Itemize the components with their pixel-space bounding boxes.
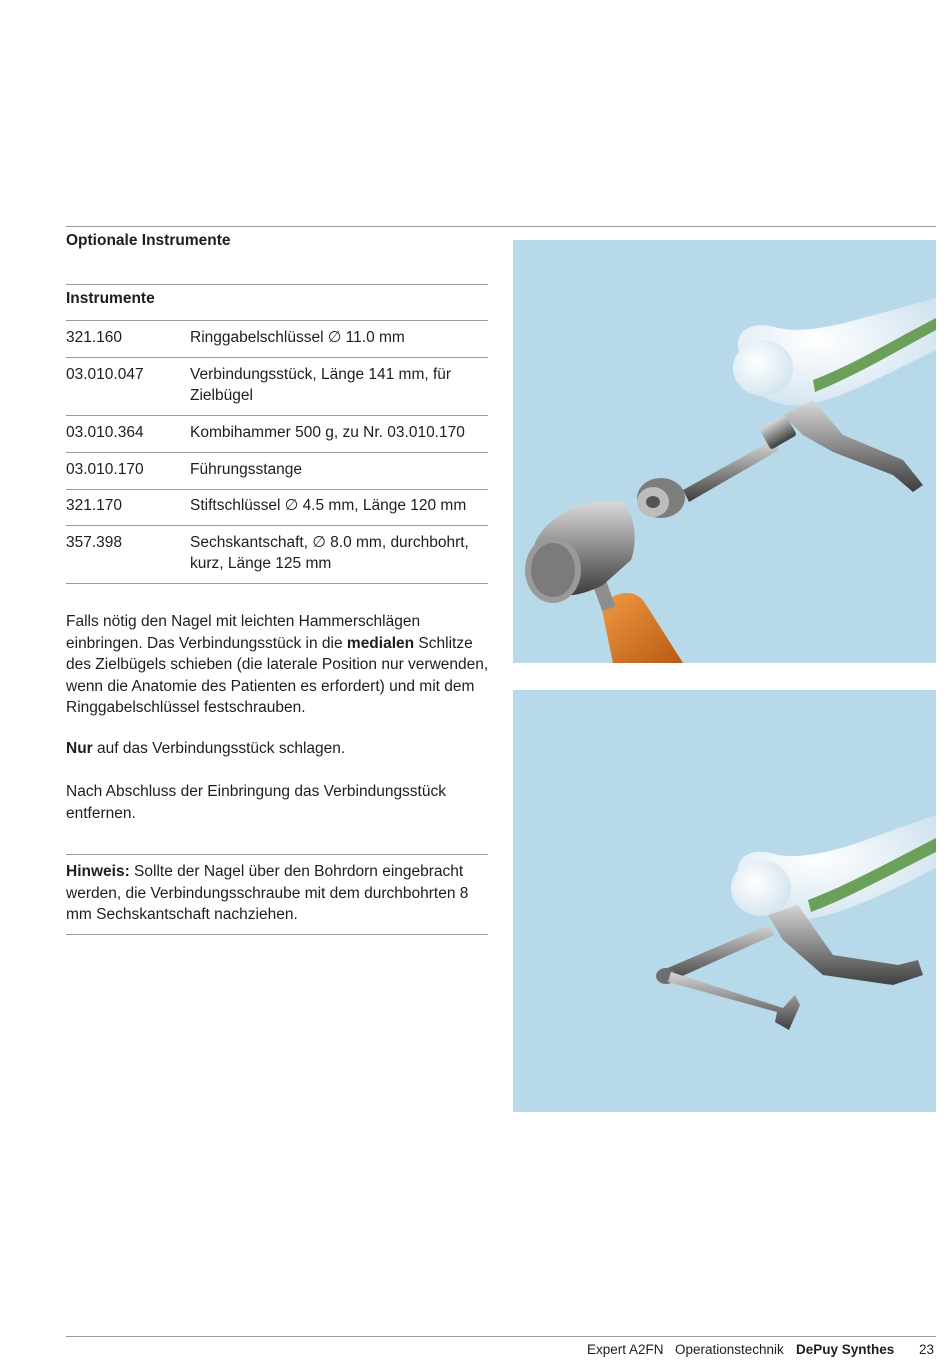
row-code: 03.010.170	[66, 461, 144, 478]
instruction-paragraph: Nur auf das Verbindungsstück schlagen.	[66, 740, 346, 757]
table-rule	[66, 415, 488, 416]
row-description: Kombihammer 500 g, zu Nr. 03.010.170	[190, 424, 465, 441]
row-description: Stiftschlüssel ∅ 4.5 mm, Länge 120 mm	[190, 497, 467, 514]
femoral-head	[731, 860, 791, 916]
footer-section: Operationstechnik	[675, 1342, 784, 1357]
ring-fork-wrench	[668, 972, 800, 1030]
table-rule	[66, 489, 488, 490]
note	[66, 861, 486, 926]
row-description: Ringgabelschlüssel ∅ 11.0 mm	[190, 329, 405, 346]
note-rule	[66, 934, 488, 935]
emphasis-nur: Nur	[66, 740, 93, 757]
section-title: Optionale Instrumente	[66, 232, 231, 249]
footer-brand: DePuy Synthes	[796, 1342, 895, 1357]
footer-rule	[66, 1336, 936, 1337]
row-code: 03.010.047	[66, 366, 144, 383]
table-rule	[66, 525, 488, 526]
connector-rod	[683, 440, 779, 502]
row-description: Verbindungsstück, Länge 141 mm, für Zielbügel	[190, 366, 452, 404]
table-rule	[66, 284, 488, 285]
note-rule	[66, 854, 488, 855]
note-text: Sollte der Nagel über den Bohrdorn eingebracht werden, die Verbindungsschraube mit dem durchbohrten 8 mm Sechskantschaft nachziehen.	[66, 863, 469, 923]
footer-product: Expert A2FN	[587, 1342, 664, 1357]
table-rule	[66, 452, 488, 453]
row-description: Führungsstange	[190, 461, 303, 478]
aiming-arm	[768, 905, 923, 985]
row-code: 357.398	[66, 534, 123, 551]
table-rule	[66, 583, 488, 584]
emphasis-medialen: medialen	[346, 634, 415, 652]
figure-wrench-illustration	[513, 690, 936, 1112]
row-description: Sechskantschaft, ∅ 8.0 mm, durchbohrt, kurz, Länge 125 mm	[190, 534, 469, 572]
instruction-paragraph: Falls nötig den Nagel mit leichten Hammerschlägen einbringen. Das Verbindungsstück in die medialen Schlitze des Zielbügels schieben (die laterale Position nur verwenden, wenn die Anatomie des Patienten es erfordert) und mit dem Ringgabelschlüssel festschrauben.	[66, 613, 489, 716]
figure-hammer-illustration	[513, 240, 936, 663]
page-number: 23	[919, 1342, 935, 1357]
connector-rod	[663, 925, 774, 982]
femoral-head	[733, 340, 793, 396]
table-header: Instrumente	[66, 290, 155, 307]
table-rule	[66, 320, 488, 321]
table-rule	[66, 357, 488, 358]
aiming-arm	[783, 400, 923, 492]
top-rule	[66, 226, 936, 227]
row-code: 321.170	[66, 497, 123, 514]
note-label: Hinweis:	[66, 863, 130, 880]
row-code: 03.010.364	[66, 424, 144, 441]
instruction-paragraph: Nach Abschluss der Einbringung das Verbindungsstück entfernen.	[66, 783, 446, 822]
row-code: 321.160	[66, 329, 123, 346]
